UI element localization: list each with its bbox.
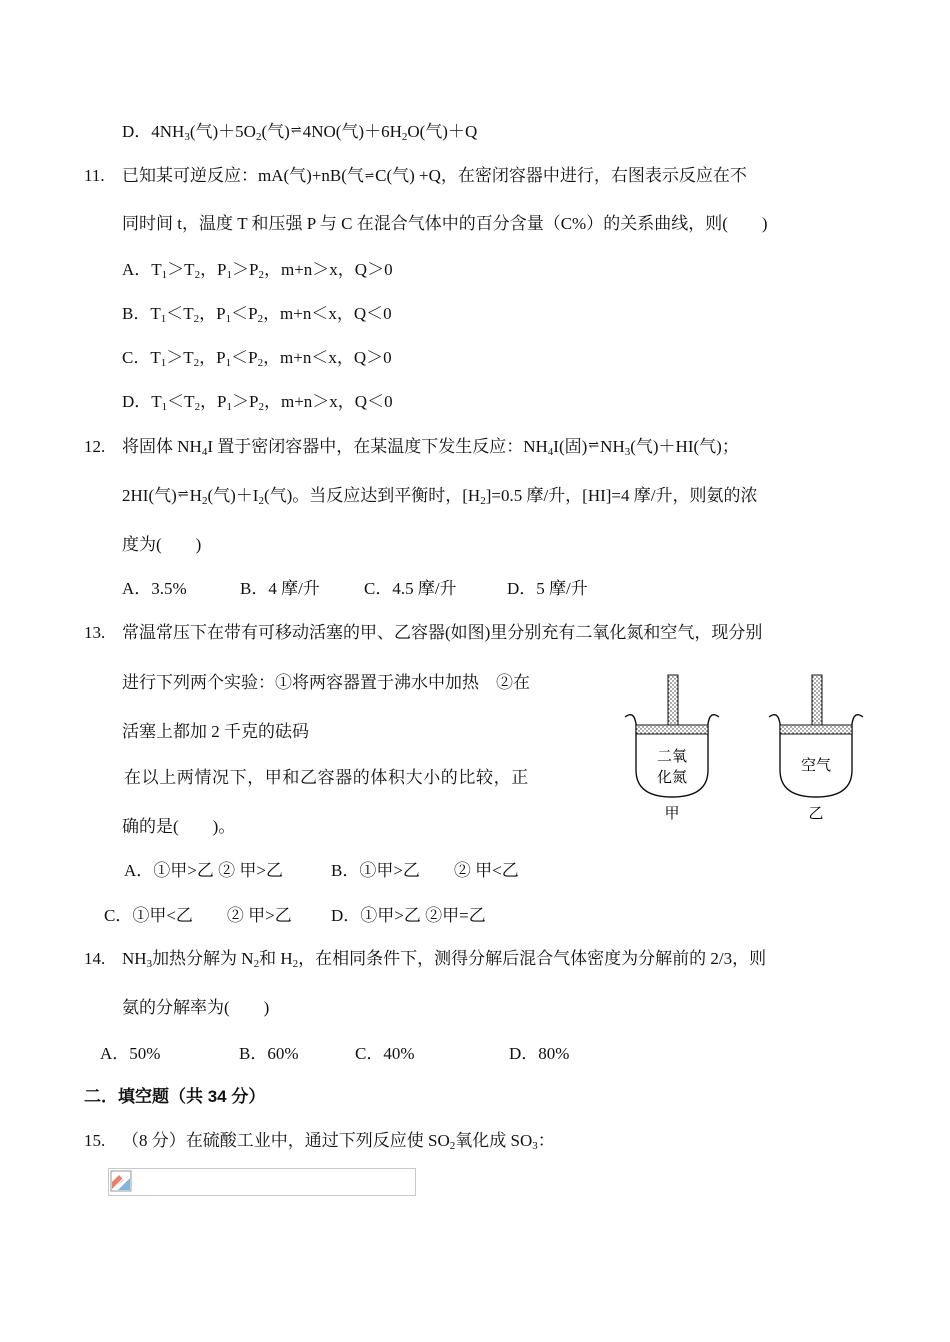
q11-number: 11.: [84, 166, 105, 185]
piston-containers-figure: [620, 672, 865, 832]
q13-option-a: A．①甲>乙 ② 甲>乙: [124, 861, 283, 880]
container-yi-label: 乙: [808, 804, 824, 822]
q13-option-d: D．①甲>乙 ②甲=乙: [331, 906, 486, 925]
q13-line-5: 确的是( )。: [122, 817, 236, 836]
q12-number: 12.: [84, 437, 106, 456]
container-yi: [769, 675, 863, 822]
container-jia: [625, 675, 719, 822]
q11-option-b: B．$T_1<T_2$，$P_1<P_2$，m+n＜x，Q＜0: [122, 304, 392, 325]
option-d-prev: D．$4NH_3$(气)$+5O_2$(气)⇌4NO(气)$+6H_2O$(气)＋Q: [122, 121, 477, 144]
equilibrium-arrow-icon: ⇌: [177, 486, 189, 501]
section-heading-fill-in: 二．填空题（共 34 分）: [84, 1087, 266, 1106]
container-jia-content-2: 化氮: [656, 768, 688, 786]
q13-number: 13.: [84, 623, 106, 642]
equilibrium-arrow-icon: ⇌: [364, 170, 375, 182]
broken-image-icon: [110, 1170, 132, 1192]
broken-image-placeholder: [108, 1168, 416, 1196]
equilibrium-arrow-icon: ⇌: [588, 437, 600, 452]
q14-option-b: B．60%: [239, 1044, 299, 1063]
q12-option-a: A．3.5%: [122, 579, 187, 598]
q11-line-1: 已知某可逆反应：mA(气)+nB(气⇌C(气) +Q，在密闭容器中进行，右图表示反应在不: [122, 166, 747, 185]
q14-option-d: D．80%: [509, 1044, 570, 1063]
q12-line-1: 将固体 $NH_4I$ 置于密闭容器中，在某温度下发生反应：$NH_4I$(固)$\rightleftharpoons NH_3$(气)＋HI(气)；: [122, 436, 739, 459]
q13-line-3: 活塞上都加 2 千克的砝码: [122, 722, 309, 741]
q11-option-a: A．$T_1>T_2$，$P_1>P_2$，m+n＞x，Q＞0: [122, 260, 393, 281]
q13-option-c: C．①甲<乙 ② 甲>乙: [104, 906, 292, 925]
q12-option-c: C．4.5 摩/升: [364, 579, 457, 598]
equilibrium-arrow-icon: ⇌: [290, 122, 302, 137]
container-yi-content: 空气: [800, 756, 832, 774]
q12-line-3: 度为( ): [122, 535, 202, 554]
q13-option-b: B．①甲>乙 ② 甲<乙: [331, 861, 519, 880]
q13-line-2: 进行下列两个实验：①将两容器置于沸水中加热 ②在: [122, 673, 530, 692]
q11-line-2: 同时间 t，温度 T 和压强 P 与 C 在混合气体中的百分含量（C%）的关系曲线，则( ): [122, 214, 768, 233]
q15-line-1: （8 分）在硫酸工业中，通过下列反应使 $SO_2$氧化成 $SO_3$：: [122, 1131, 555, 1152]
q11-option-c: C．$T_1>T_2$，$P_1<P_2$，m+n＜x，Q＞0: [122, 348, 392, 369]
q15-number: 15.: [84, 1131, 106, 1150]
q13-line-1: 常温常压下在带有可移动活塞的甲、乙容器(如图)里分别充有二氧化氮和空气，现分别: [122, 623, 763, 642]
q14-option-a: A．50%: [100, 1044, 161, 1063]
container-jia-content-1: 二氧: [656, 747, 688, 765]
container-jia-label: 甲: [664, 804, 680, 822]
q11-option-d: D．$T_1<T_2$，$P_1>P_2$，m+n＞x，Q＜0: [122, 392, 393, 413]
q14-line-2: 氨的分解率为( ): [122, 998, 270, 1017]
q14-option-c: C．40%: [355, 1044, 415, 1063]
q12-option-d: D．5 摩/升: [507, 579, 588, 598]
q12-option-b: B．4 摩/升: [240, 579, 320, 598]
q14-line-1: $NH_3$加热分解为 $N_2$和 $H_2$，在相同条件下，测得分解后混合气体密度为分解前的 2/3，则: [122, 949, 767, 970]
q13-line-4: 在以上两情况下，甲和乙容器的体积大小的比较，正: [124, 768, 529, 787]
q14-number: 14.: [84, 949, 106, 968]
q12-line-2: 2HI(气)$\rightleftharpoons H_2$(气)$+I_2$(气)。当反应达到平衡时，$[H_2]=0.5$ 摩/升，[HI]=4 摩/升，则氨的浓: [122, 485, 758, 508]
